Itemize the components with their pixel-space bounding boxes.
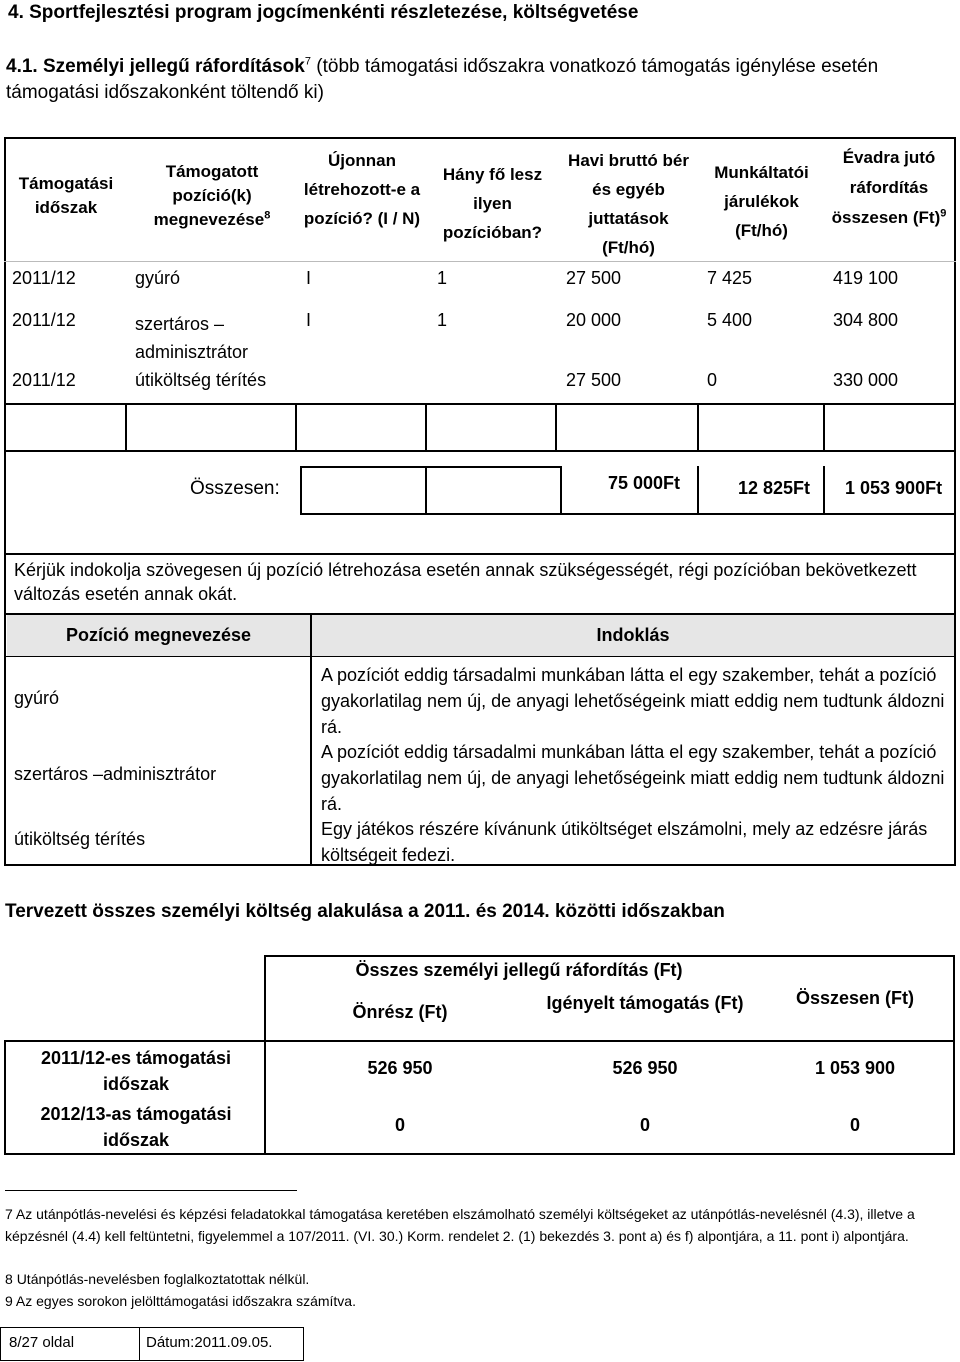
- footnote-8-num: 8: [5, 1271, 13, 1287]
- footnote-separator: [5, 1190, 297, 1191]
- row3-gross: 27 500: [566, 370, 622, 390]
- summary-row1-label: 2011/12-es támogatási időszak: [40, 1048, 232, 1094]
- total-label: Összesen:: [190, 478, 280, 499]
- summary-row2-requested: 0: [639, 1115, 650, 1135]
- row2-employer: 5 400: [707, 310, 753, 330]
- header-position-text: Támogatott pozíció(k) megnevezése: [153, 162, 265, 229]
- header-annual: [826, 143, 952, 233]
- justification-name-1: gyúró: [14, 688, 60, 708]
- summary-row2-total: 0: [849, 1115, 860, 1135]
- page-heading: 4. Sportfejlesztési program jogcímenkénti részletezése, költségvetése: [8, 2, 639, 23]
- footnote-7-num: 7: [5, 1206, 13, 1222]
- footnote-9-num: 9: [5, 1293, 13, 1309]
- header-position: [128, 160, 296, 232]
- summary-own-header: Önrész (Ft): [352, 1002, 448, 1022]
- total-annual: 1 053 900Ft: [845, 478, 943, 498]
- footnote-7: [5, 1203, 955, 1247]
- justification-reason-1: A pozíciót eddig társadalmi munkában látta el egy szakember, tehát a pozíció gyakorlatilag nem új, de anyagi lehetőségeink miatt eddig nem tudtunk áldozni rá.: [321, 665, 945, 737]
- total-employer: 12 825Ft: [738, 478, 811, 498]
- row1-count: 1: [437, 268, 448, 288]
- row2-position: szertáros – adminisztrátor: [135, 314, 249, 362]
- page-footer: [0, 1327, 304, 1361]
- row1-annual: 419 100: [833, 268, 899, 288]
- row3-annual: 330 000: [833, 370, 899, 390]
- row1-period: 2011/12: [12, 268, 76, 288]
- header-annual-text: Évadra jutó ráfordítás összesen (Ft): [831, 148, 941, 227]
- justification-reason-3: Egy játékos részére kívánunk útiköltséget elszámolni, mely az edzésre járás költségeit fedezi.: [321, 819, 928, 865]
- summary-row1-total: 1 053 900: [814, 1058, 896, 1078]
- justification-note: Kérjük indokolja szövegesen új pozíció létrehozása esetén annak szükségességét, régi pozícióban bekövetkezett változás esetén annak okát.: [14, 560, 917, 604]
- justification-name-3: útiköltség térítés: [14, 829, 146, 849]
- summary-row2-own: 0: [394, 1115, 405, 1135]
- row1-employer: 7 425: [707, 268, 753, 288]
- col-position-header: Pozíció megnevezése: [65, 625, 252, 645]
- header-count: Hány fő lesz ilyen pozícióban?: [442, 165, 543, 242]
- col-reason-header: Indoklás: [596, 625, 670, 645]
- intro-rest: (több támogatási időszakra vonatkozó támogatás igénylése esetén támogatási időszakonként töltendő ki): [6, 56, 879, 103]
- footnote-9: [5, 1290, 955, 1312]
- footnote-ref-9: 9: [940, 207, 947, 220]
- footnote-8-text: Utánpótlás-nevelésben foglalkoztatottak nélkül.: [16, 1271, 310, 1287]
- row2-count: 1: [437, 310, 448, 330]
- section-title: Tervezett összes személyi költség alakulása a 2011. és 2014. közötti időszakban: [5, 901, 725, 922]
- intro-bold: Személyi jellegű ráfordítások: [42, 56, 305, 77]
- header-employer: Munkáltatói járulékok (Ft/hó): [714, 163, 809, 240]
- row2-gross: 20 000: [566, 310, 622, 330]
- summary-requested-header: Igényelt támogatás (Ft): [546, 993, 744, 1013]
- footnote-7-text: Az utánpótlás-nevelési és képzési feladatokkal támogatása keretében elszámolható személyi költségeket az utánpótlás-nevelésnél (4.3), illetve a képzésnél (4.4) kell feltüntetni, figyelemmel a 107/2011. (VI. 30.) Korm. rendelet 2. (1) bekezdés 3. pont a) és f) alpontjára, a 11. pont i) alpontjára.: [5, 1206, 915, 1244]
- row1-position: gyúró: [135, 268, 181, 288]
- footer-date: Dátum:2011.09.05.: [146, 1334, 273, 1351]
- justification-name-2: szertáros –adminisztrátor: [14, 764, 217, 784]
- row1-new: I: [306, 268, 312, 288]
- intro-number: 4.1.: [6, 56, 38, 77]
- summary-group-header: Összes személyi jellegű ráfordítás (Ft): [355, 960, 683, 980]
- row2-annual: 304 800: [833, 310, 899, 330]
- row1-gross: 27 500: [566, 268, 622, 288]
- header-gross: Havi bruttó bér és egyéb juttatások (Ft/hó): [568, 151, 689, 257]
- row3-position: útiköltség térítés: [135, 370, 267, 390]
- header-new: Újonnan létrehozott-e a pozíció? (I / N): [303, 151, 421, 228]
- intro-text: [6, 54, 952, 106]
- summary-row2-label: 2012/13-as támogatási időszak: [40, 1104, 232, 1150]
- page-number: 8/27 oldal: [9, 1334, 75, 1351]
- row2-new: I: [306, 310, 312, 330]
- footnote-ref-8: 8: [264, 209, 271, 222]
- summary-total-header: Összesen (Ft): [795, 988, 915, 1008]
- footnote-ref-7: 7: [304, 55, 311, 68]
- row2-period: 2011/12: [12, 310, 76, 330]
- total-gross: 75 000Ft: [608, 473, 681, 493]
- row3-employer: 0: [707, 370, 718, 390]
- justification-reason-2: A pozíciót eddig társadalmi munkában látta el egy szakember, tehát a pozíció gyakorlatilag nem új, de anyagi lehetőségeink miatt eddig nem tudtunk áldozni rá.: [321, 742, 945, 814]
- row3-period: 2011/12: [12, 370, 76, 390]
- header-period: Támogatási időszak: [18, 174, 114, 217]
- footnote-8: [5, 1268, 955, 1290]
- summary-row1-requested: 526 950: [612, 1058, 678, 1078]
- footnote-9-text: Az egyes sorokon jelölttámogatási időszakra számítva.: [15, 1293, 356, 1309]
- summary-row1-own: 526 950: [367, 1058, 433, 1078]
